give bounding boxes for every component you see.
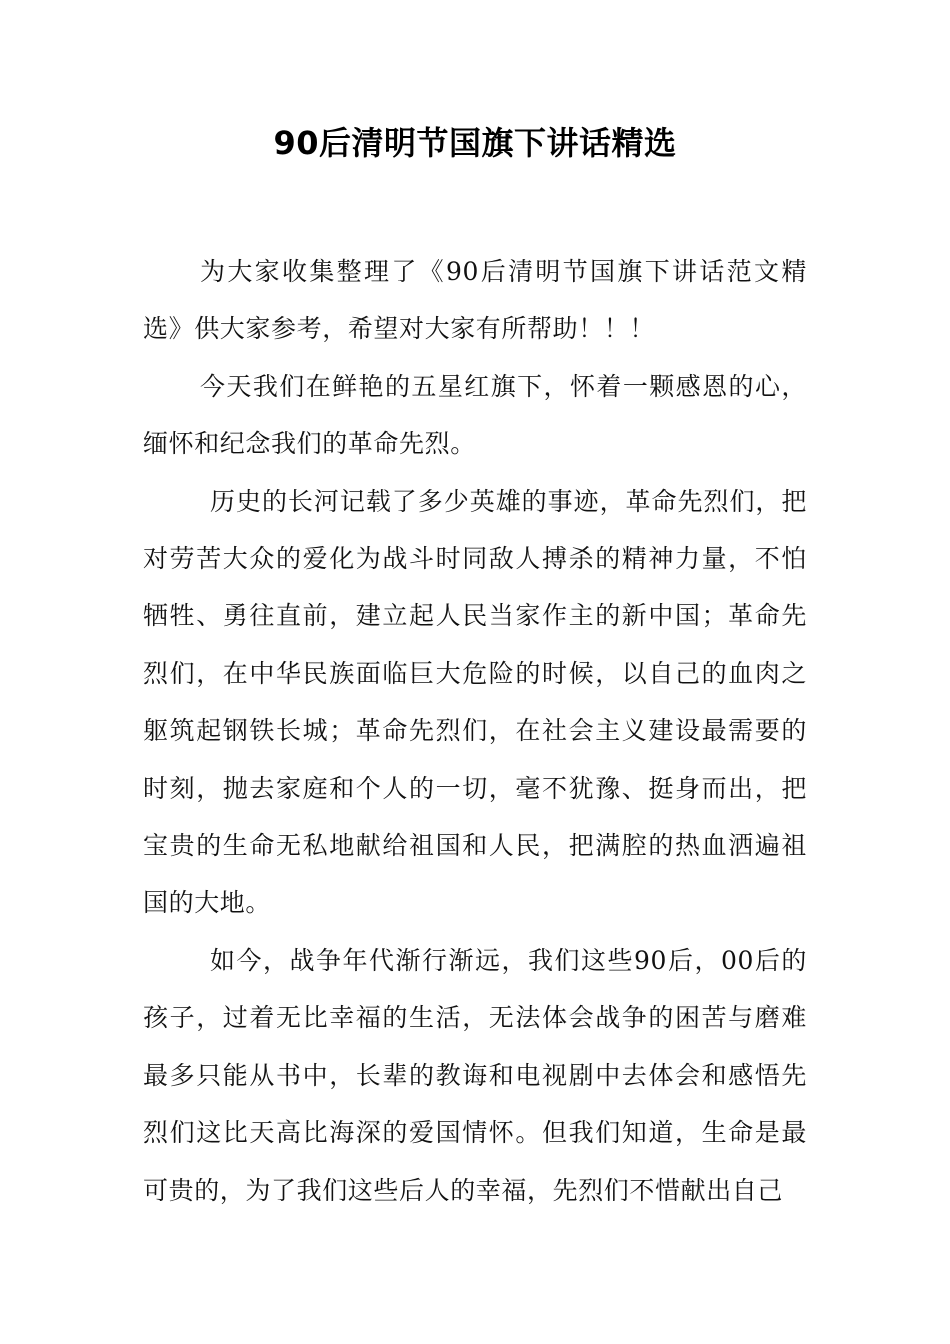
paragraph-history: 历史的长河记载了多少英雄的事迹，革命先烈们，把对劳苦大众的爱化为战斗时同敌人搏杀的精神力量，不怕牺牲、勇往直前，建立起人民当家作主的新中国；革命先烈们，在中华民族面临巨大危险的时候，以自己的血肉之躯筑起钢铁长城；革命先烈们，在社会主义建设最需要的时刻，抛去家庭和个人的一切，毫不犹豫、挺身而出，把宝贵的生命无私地献给祖国和人民，把满腔的热血洒遍祖国的大地。 — [143, 486, 807, 918]
paragraph-today: 如今，战争年代渐行渐远，我们这些90后，00后的孩子，过着无比幸福的生活，无法体会战争的困苦与磨难最多只能从书中，长辈的教诲和电视剧中去体会和感悟先烈们这比天高比海深的爱国情怀。但我们知道，生命是最可贵的，为了我们这些后人的幸福，先烈们不惜献出自己 — [143, 945, 807, 1205]
document-body — [143, 243, 807, 1219]
paragraph-remembrance: 今天我们在鲜艳的五星红旗下，怀着一颗感恩的心，缅怀和纪念我们的革命先烈。 — [143, 371, 807, 459]
paragraph-intro: 为大家收集整理了《90后清明节国旗下讲话范文精选》供大家参考，希望对大家有所帮助！！！ — [143, 257, 807, 344]
document-title: 90后清明节国旗下讲话精选 — [273, 124, 677, 162]
